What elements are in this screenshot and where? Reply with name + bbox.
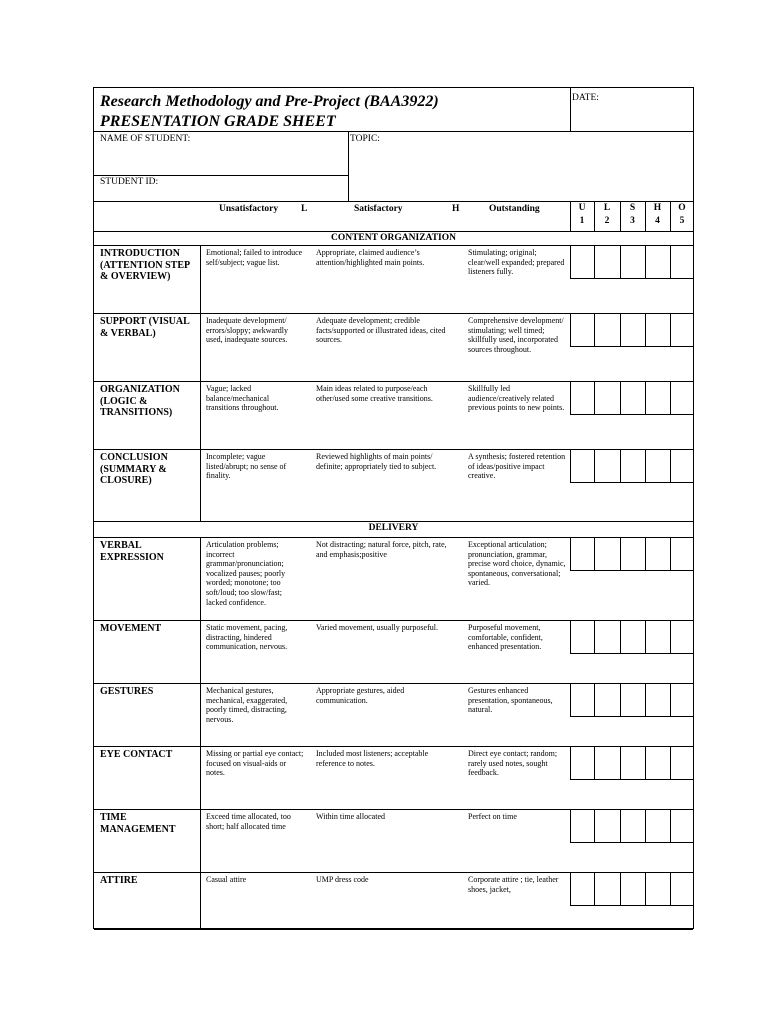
outstanding-desc: Perfect on time [468, 812, 517, 821]
score-col-number-4: 4 [655, 216, 660, 226]
score-box-u[interactable] [570, 313, 594, 347]
criterion-eye: EYE CONTACT [100, 749, 173, 760]
criterion-movement: MOVEMENT [100, 623, 162, 634]
score-box-l[interactable] [594, 683, 620, 717]
satisfactory-desc: Appropriate gestures, aided communication. [316, 686, 405, 705]
score-box-s[interactable] [620, 620, 645, 654]
criterion-gestures: GESTURES [100, 686, 154, 697]
scale-satisfactory: Satisfactory [354, 204, 403, 214]
score-box-u[interactable] [570, 381, 594, 415]
satisfactory-desc: Not distracting; natural force, pitch, rate, and emphasis;positive [316, 540, 447, 559]
outstanding-desc: Exceptional articulation; pronunciation, grammar, precise word choice, dynamic, spontaneous, conversational; varied. [468, 540, 566, 588]
student-id-label: STUDENT ID: [100, 177, 159, 187]
score-box-u[interactable] [570, 872, 594, 906]
score-box-u[interactable] [570, 245, 594, 279]
score-col-number-2: 2 [604, 216, 610, 226]
course-title: Research Methodology and Pre-Project (BAA3922) [100, 93, 439, 110]
date-label: DATE: [572, 93, 599, 103]
criterion-support: SUPPORT (VISUAL & VERBAL) [100, 316, 190, 339]
unsatisfactory-desc: Exceed time allocated, too short; half allocated time [206, 812, 291, 831]
score-box-l[interactable] [594, 746, 620, 780]
score-box-h[interactable] [645, 381, 670, 415]
score-box-u[interactable] [570, 620, 594, 654]
unsatisfactory-desc: Mechanical gestures, mechanical, exaggerated, poorly timed, distracting, nervous. [206, 686, 288, 724]
outstanding-desc: Purposeful movement, comfortable, confident, enhanced presentation. [468, 623, 543, 652]
criterion-attire: ATTIRE [100, 875, 138, 886]
score-col-header-l: L [603, 203, 611, 213]
score-box-h[interactable] [645, 449, 670, 483]
score-box-h[interactable] [645, 872, 670, 906]
score-box-o[interactable] [670, 449, 694, 483]
score-box-h[interactable] [645, 313, 670, 347]
unsatisfactory-desc: Incomplete; vague listed/abrupt; no sense of finality. [206, 452, 287, 481]
name-label: NAME OF STUDENT: [100, 134, 191, 144]
score-box-o[interactable] [670, 683, 694, 717]
outstanding-desc: Stimulating; original; clear/well expanded; prepared listeners fully. [468, 248, 565, 277]
score-box-o[interactable] [670, 746, 694, 780]
unsatisfactory-desc: Inadequate development/ errors/sloppy; awkwardly used, inadequate sources. [206, 316, 288, 345]
score-box-h[interactable] [645, 245, 670, 279]
outstanding-desc: Comprehensive development/ stimulating; well timed; skillfully used, incorporated sources throughout. [468, 316, 564, 354]
topic-label: TOPIC: [350, 134, 380, 144]
unsatisfactory-desc: Emotional; failed to introduce self/subject; vague list. [206, 248, 303, 267]
score-col-header-s: S [629, 203, 636, 213]
scale-outstanding: Outstanding [489, 204, 540, 214]
score-box-u[interactable] [570, 537, 594, 571]
unsatisfactory-desc: Static movement, pacing, distracting, hindered communication, nervous. [206, 623, 288, 652]
criterion-conclusion: CONCLUSION (SUMMARY & CLOSURE) [100, 452, 168, 486]
score-box-l[interactable] [594, 809, 620, 843]
section-delivery: DELIVERY [368, 523, 419, 533]
outstanding-desc: A synthesis; fostered retention of ideas/positive impact creative. [468, 452, 566, 481]
score-box-l[interactable] [594, 449, 620, 483]
satisfactory-desc: Adequate development; credible facts/supported or illustrated ideas, cited sources. [316, 316, 446, 345]
satisfactory-desc: Main ideas related to purpose/each other/used some creative transitions. [316, 384, 433, 403]
score-box-o[interactable] [670, 245, 694, 279]
satisfactory-desc: UMP dress code [316, 875, 369, 884]
score-box-h[interactable] [645, 683, 670, 717]
sheet-title: PRESENTATION GRADE SHEET [100, 113, 336, 130]
score-box-o[interactable] [670, 620, 694, 654]
score-box-s[interactable] [620, 381, 645, 415]
score-box-o[interactable] [670, 872, 694, 906]
outstanding-desc: Corporate attire ; tie, leather shoes, jacket, [468, 875, 559, 894]
score-col-number-3: 3 [630, 216, 635, 226]
score-box-o[interactable] [670, 809, 694, 843]
score-box-u[interactable] [570, 746, 594, 780]
score-box-s[interactable] [620, 809, 645, 843]
satisfactory-desc: Reviewed highlights of main points/ definite; appropriately tied to subject. [316, 452, 437, 471]
score-box-o[interactable] [670, 313, 694, 347]
score-box-l[interactable] [594, 537, 620, 571]
outstanding-desc: Skillfully led audience/creatively related previous points to new points. [468, 384, 565, 413]
score-box-s[interactable] [620, 245, 645, 279]
scale-unsatisfactory: Unsatisfactory [219, 204, 279, 214]
criterion-introduction: INTRODUCTION (ATTENTION STEP & OVERVIEW) [100, 248, 190, 282]
score-box-s[interactable] [620, 746, 645, 780]
score-box-s[interactable] [620, 872, 645, 906]
unsatisfactory-desc: Vague; lacked balance/mechanical transitions throughout. [206, 384, 279, 413]
score-box-u[interactable] [570, 449, 594, 483]
score-box-s[interactable] [620, 683, 645, 717]
scale-L: L [301, 204, 308, 214]
score-box-l[interactable] [594, 313, 620, 347]
score-col-header-o: O [678, 203, 686, 213]
score-col-number-5: 5 [679, 216, 685, 226]
score-box-l[interactable] [594, 381, 620, 415]
outstanding-desc: Gestures enhanced presentation, spontaneous, natural. [468, 686, 553, 715]
unsatisfactory-desc: Casual attire [206, 875, 247, 884]
score-box-s[interactable] [620, 449, 645, 483]
score-box-l[interactable] [594, 620, 620, 654]
satisfactory-desc: Within time allocated [316, 812, 385, 821]
unsatisfactory-desc: Missing or partial eye contact; focused on visual-aids or notes. [206, 749, 304, 778]
score-box-o[interactable] [670, 537, 694, 571]
score-box-s[interactable] [620, 313, 645, 347]
score-col-header-u: U [578, 203, 586, 213]
score-box-l[interactable] [594, 245, 620, 279]
section-content: CONTENT ORGANIZATION [330, 233, 457, 243]
criterion-verbal: VERBAL EXPRESSION [100, 540, 164, 563]
score-box-h[interactable] [645, 620, 670, 654]
outstanding-desc: Direct eye contact; random; rarely used notes, sought feedback. [468, 749, 558, 778]
criterion-time: TIME MANAGEMENT [100, 812, 176, 835]
satisfactory-desc: Varied movement, usually purposeful. [316, 623, 438, 632]
grade-sheet [93, 87, 694, 929]
score-box-l[interactable] [594, 872, 620, 906]
score-box-s[interactable] [620, 537, 645, 571]
score-box-h[interactable] [645, 809, 670, 843]
criterion-organization: ORGANIZATION (LOGIC & TRANSITIONS) [100, 384, 180, 418]
unsatisfactory-desc: Articulation problems; incorrect grammar/pronunciation; vocalized pauses; poorly worded; monotone; too soft/loud; too slow/fast; lacked confidence. [206, 540, 286, 607]
score-box-u[interactable] [570, 683, 594, 717]
score-col-number-1: 1 [579, 216, 585, 226]
score-box-u[interactable] [570, 809, 594, 843]
score-box-o[interactable] [670, 381, 694, 415]
score-col-header-h: H [653, 203, 662, 213]
satisfactory-desc: Included most listeners; acceptable reference to notes. [316, 749, 429, 768]
score-box-h[interactable] [645, 537, 670, 571]
scale-H: H [452, 204, 460, 214]
satisfactory-desc: Appropriate, claimed audience’s attention/highlighted main points. [316, 248, 425, 267]
score-box-h[interactable] [645, 746, 670, 780]
